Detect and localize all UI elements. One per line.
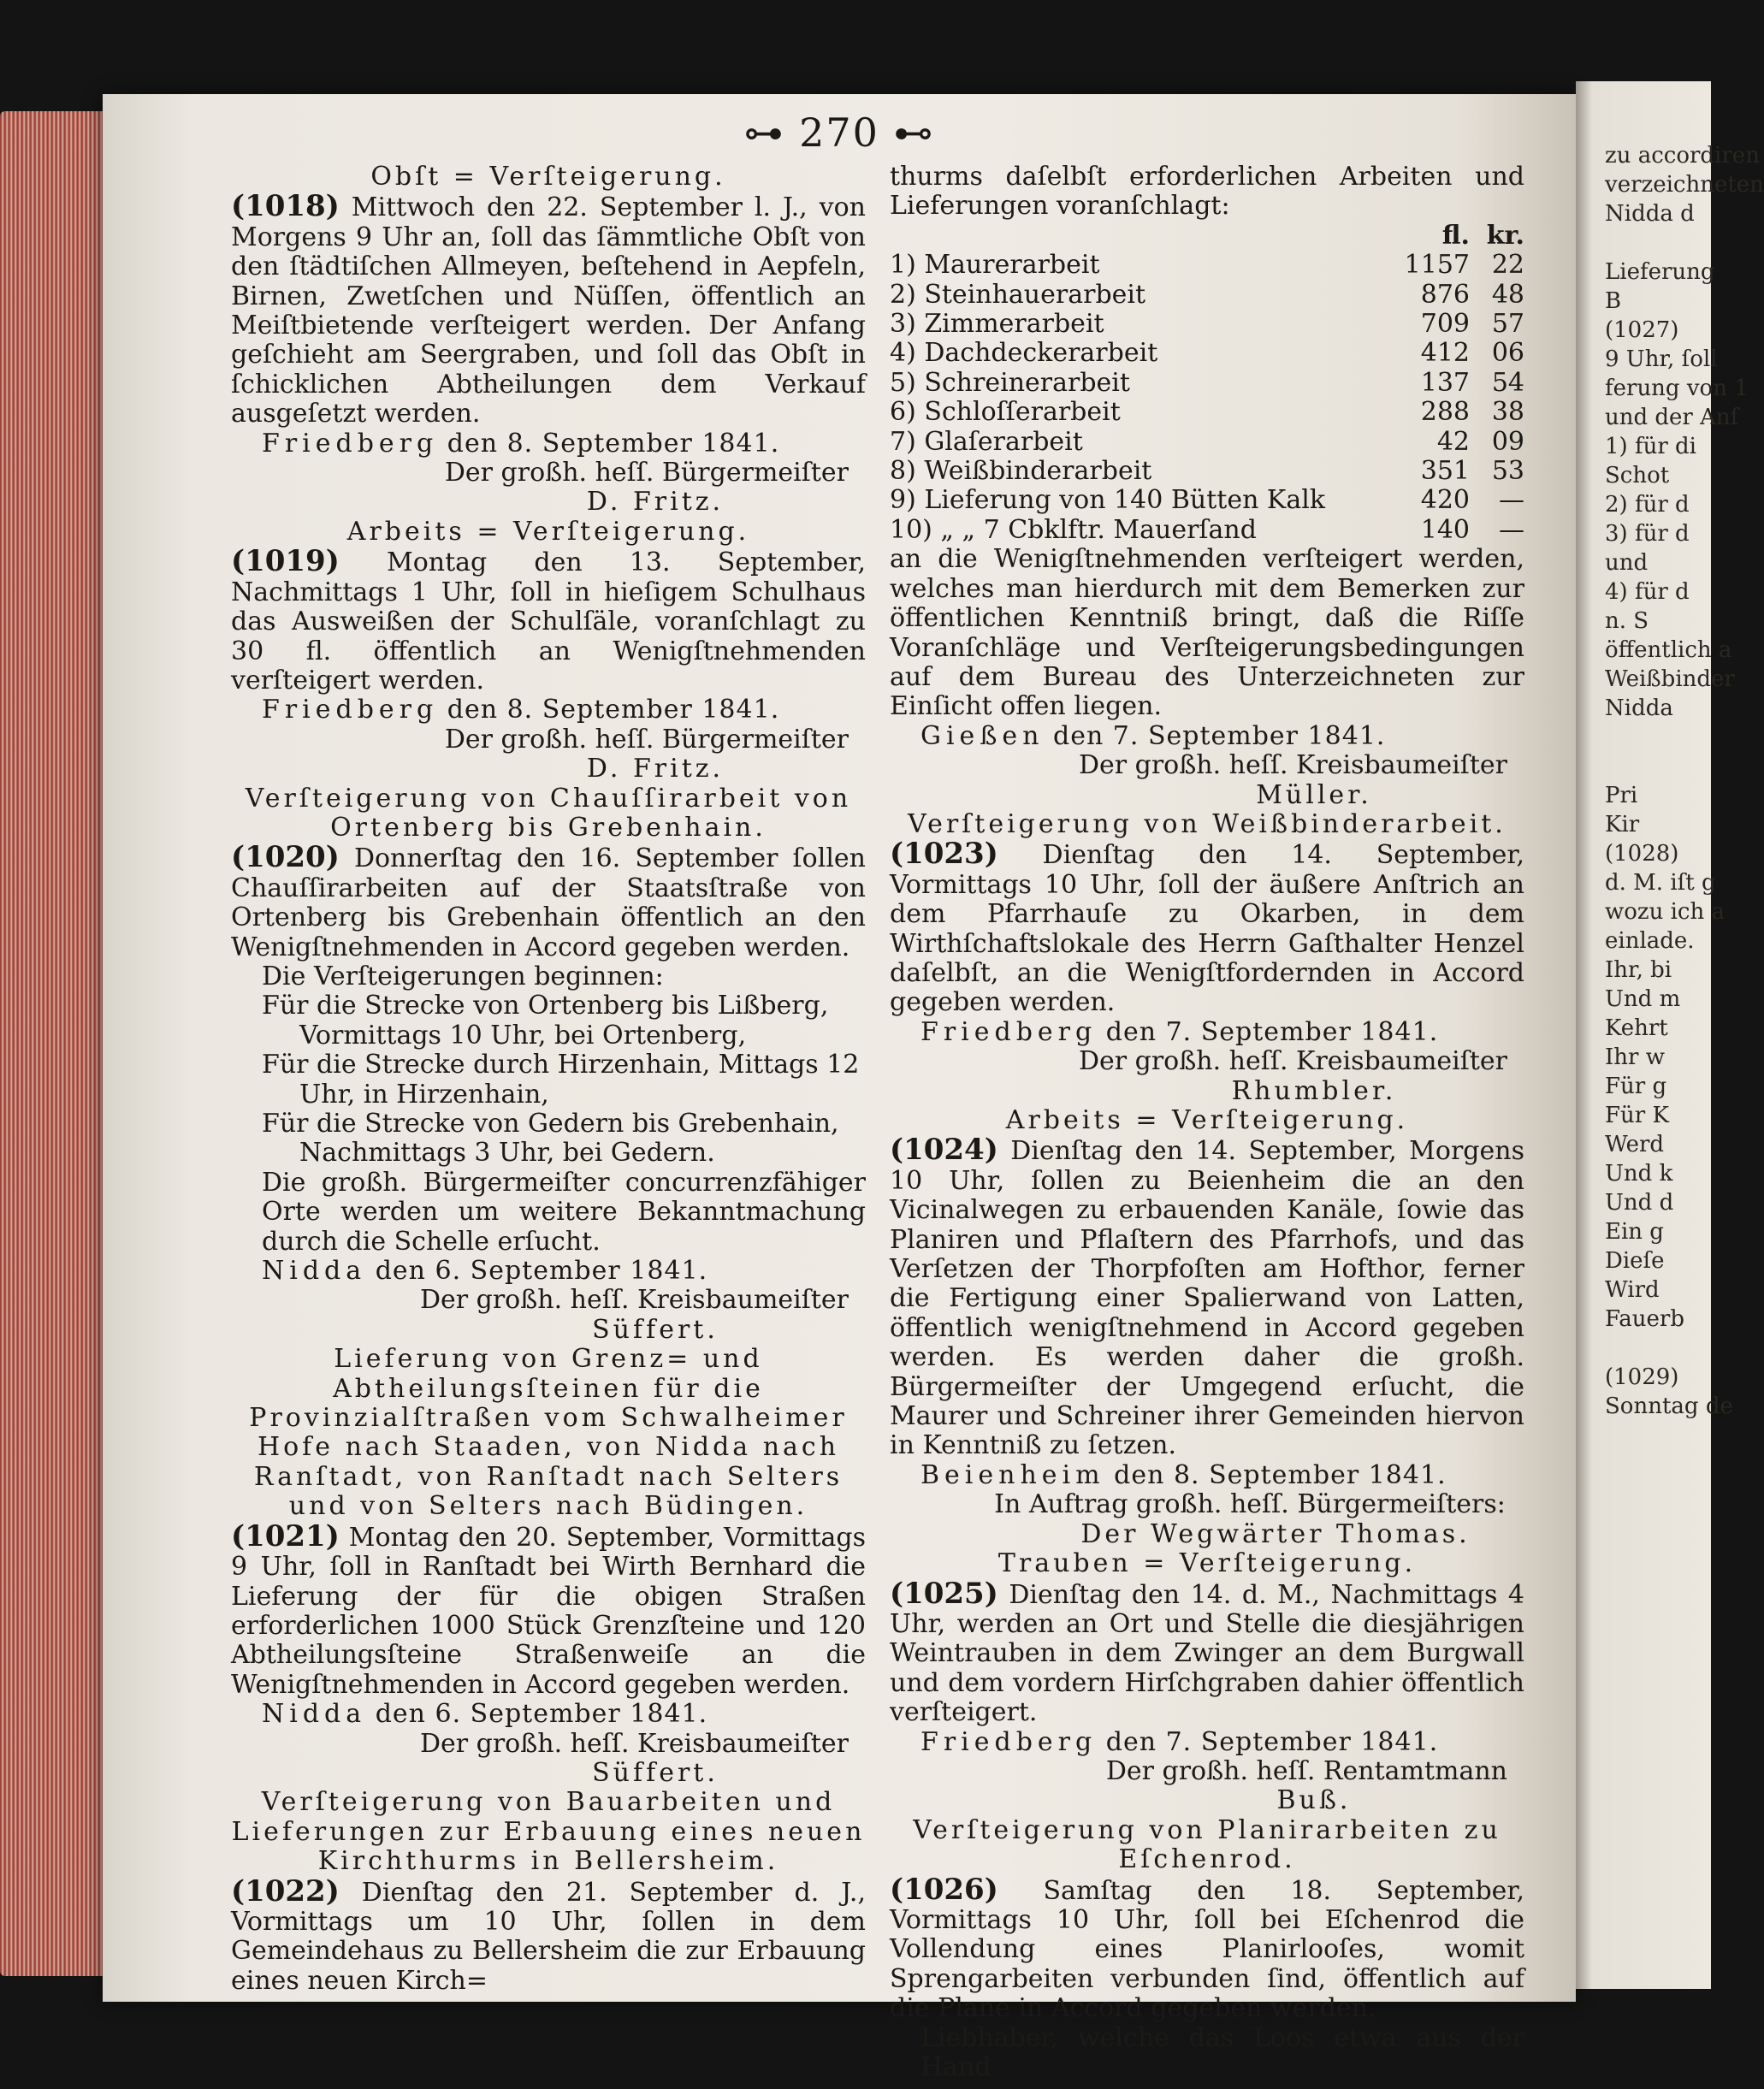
cost-row (890, 369, 1524, 398)
date-line (231, 429, 866, 459)
cost-kr: 06 (1491, 338, 1524, 369)
adjacent-page-line: wozu ich a (1605, 899, 1726, 925)
currency-florin: fl. (1441, 220, 1470, 251)
adjacent-page-line: 3) für d (1605, 521, 1690, 547)
cost-label: 10) „ „ 7 Cbklftr. Mauerſand (890, 514, 1257, 545)
notice-1019 (231, 544, 866, 695)
adjacent-page-line: Und d (1605, 1190, 1674, 1216)
section-heading: Verſteigerung von Chauſſirarbeit von Ortenberg bis Grebenhain. (245, 783, 852, 843)
section-heading: Arbeits = Verſteigerung. (1005, 1105, 1409, 1135)
entry-number: (1020) (231, 840, 340, 875)
cost-kr: 57 (1491, 309, 1524, 340)
signature-name: D. Fritz. (586, 487, 725, 518)
cost-kr: 09 (1491, 426, 1524, 457)
cost-row (890, 251, 1524, 280)
notice-text: Liebhaber, welche das Loos etwa aus der Hand (920, 2022, 1524, 2082)
section-heading: Verſteigerung von Bauarbeiten und Lieferungen zur Erbauung eines neuen Kirchthurms in Bellersheim. (231, 1787, 866, 1877)
adjacent-page-line: Ihr w (1605, 1044, 1665, 1070)
adjacent-page-line: Nidda d (1605, 201, 1695, 227)
date-line (890, 1018, 1524, 1047)
adjacent-page-line: (1029) (1605, 1364, 1679, 1390)
cost-kr: 22 (1491, 250, 1524, 281)
cost-kr: — (1499, 514, 1524, 545)
notice-1022 (231, 1873, 867, 1997)
cost-label: 2) Steinhauerarbeit (890, 279, 1146, 310)
notice-text: Montag den 13. September, Nachmittags 1 Uhr, ſoll in hieſigem Schulhaus das Ausweißen der Schulſäle, voranſchlagt zu 30 fl. öffentlich an Wenigſtnehmenden verſteigert werden. (231, 547, 866, 695)
adjacent-page-line (1605, 752, 1711, 781)
adjacent-page-line: Kehrt (1605, 1015, 1668, 1041)
notice-1023 (890, 839, 1524, 1017)
signature-title: In Auftrag großh. heſſ. Bürgermeiſters: (994, 1489, 1506, 1520)
cost-row (890, 516, 1524, 545)
section-heading: Obſt = Verſteigerung. (370, 162, 726, 192)
cost-fl: 412 (1420, 338, 1470, 369)
adjacent-page-line: (1028) (1605, 841, 1679, 867)
cost-label: 3) Zimmerarbeit (890, 309, 1104, 340)
adjacent-page-line: Für g (1605, 1074, 1667, 1099)
cost-label: 6) Schloſſerarbeit (890, 397, 1121, 428)
date: den 6. September 1841. (375, 1699, 708, 1730)
notice-text: Dienſtag den 14. d. M., Nachmittags 4 Uhr, werden an Ort und Stelle die diesjährigen Weintrauben in dem Zwinger an dem Burgwall und dem vordern Hirſchgraben dahier öffentlich verſteigert. (890, 1579, 1524, 1728)
cost-fl: 137 (1420, 367, 1470, 398)
cost-kr: 48 (1491, 279, 1524, 310)
place-name: Friedberg (920, 1726, 1098, 1757)
section-heading: Trauben = Verſteigerung. (997, 1548, 1417, 1579)
date: den 8. September 1841. (447, 695, 780, 725)
section-heading: Verſteigerung von Weißbinderarbeit. (908, 808, 1507, 839)
adjacent-page-line: 9 Uhr, ſoll (1605, 346, 1718, 372)
right-column (890, 163, 1524, 2082)
entry-number: (1021) (231, 1518, 340, 1553)
signature-name: Süffert. (592, 1314, 719, 1345)
cost-row (890, 281, 1524, 310)
place-name: Beienheim (920, 1459, 1105, 1490)
adjacent-page-line (1605, 723, 1711, 752)
section-heading: Verſteigerung von Planirarbeiten zu Eſchenrod. (913, 1814, 1501, 1875)
entry-number: (1022) (231, 1873, 340, 1909)
adjacent-page-line: Ein g (1605, 1219, 1664, 1245)
adjacent-page-line: einlade. (1605, 928, 1695, 954)
signature-title: Der großh. heſſ. Bürgermeiſter (444, 724, 849, 755)
notice-continuation: thurms daſelbſt erforderlichen Arbeiten und Lieferungen voranſchlagt: (890, 162, 1524, 222)
adjacent-page-line (1605, 1334, 1711, 1363)
adjacent-page-line: 4) für d (1605, 579, 1690, 605)
place-name: Gießen (920, 720, 1045, 751)
cost-fl: 42 (1436, 426, 1470, 457)
adjacent-page-line: Für K (1605, 1103, 1669, 1128)
adjacent-page-line: Weißbinder (1605, 666, 1735, 692)
adjacent-page-line: Dieſe (1605, 1248, 1665, 1274)
adjacent-page-line: Nidda (1605, 695, 1673, 721)
cost-row (890, 486, 1524, 515)
date-line (231, 1700, 866, 1729)
date: den 8. September 1841. (1114, 1459, 1447, 1490)
notice-text: Dienſtag den 14. September, Vormittags 10 Uhr, ſoll der äußere Anſtrich an dem Pfarrhauſe zu Okarben, in dem Wirthſchaftslokale des Herrn Gaſthalter Henzel daſelbſt, an die Wenigſtfordernden in Accord gegeben werden. (890, 840, 1524, 1018)
cost-fl: 140 (1420, 514, 1470, 545)
adjacent-page-line: verzeichneten (1605, 172, 1764, 198)
entry-number: (1019) (231, 544, 340, 579)
adjacent-page-line: öffentlich a (1605, 637, 1732, 663)
entry-number: (1018) (231, 189, 340, 224)
date-line (890, 722, 1524, 751)
entry-number: (1025) (890, 1576, 998, 1611)
page-number (103, 109, 1576, 156)
notice-1024 (890, 1135, 1524, 1460)
cost-label: 4) Dachdeckerarbeit (890, 338, 1158, 369)
adjacent-page-line: (1027) (1605, 317, 1679, 343)
adjacent-page-line: Schot (1605, 463, 1670, 488)
adjacent-page-line: B (1605, 288, 1622, 314)
cost-label: 7) Glaſerarbeit (890, 426, 1083, 457)
cost-fl: 288 (1420, 397, 1470, 428)
cost-label: 9) Lieferung von 140 Bütten Kalk (890, 485, 1326, 516)
place-name: Nidda (262, 1699, 367, 1730)
date-line (890, 1461, 1524, 1490)
adjacent-page-line: und der Anſ (1605, 405, 1739, 430)
notice-1020 (231, 840, 866, 962)
adjacent-page-line (1605, 228, 1711, 257)
notice-text: Dienſtag den 14. September, Morgens 10 Uhr, ſollen zu Beienheim die an den Vicinalwegen zu erbauenden Kanäle, ſowie das Planiren und Pflaſtern des Pfarrhofs, und das Verſetzen der Thorpfoſten am Hofthor, ferner die Fertigung einer Spalierwand von Latten, öffentlich wenigſtnehmend in Accord gegeben werden. Es werden daher die großh. Bürgermeiſter der Umgegend erſucht, die Maurer und Schreiner ihrer Gemeinden hiervon in Kenntniß zu ſetzen. (890, 1136, 1524, 1461)
adjacent-page-line: Und k (1605, 1161, 1673, 1187)
cost-row (890, 428, 1524, 457)
cost-label: 5) Schreinerarbeit (890, 367, 1130, 398)
date: den 8. September 1841. (447, 428, 780, 459)
adjacent-page-line: ferung von 1 (1605, 376, 1749, 401)
notice-text: Mittwoch den 22. September l. J., von Morgens 9 Uhr an, ſoll das ſämmtliche Obſt von den ſtädtiſchen Allmeyen, beſtehend in Aepfeln, Birnen, Zwetſchen und Nüſſen, öffentlich an Meiſtbietende verſteigert werden. Der Anfang geſchieht am Seergraben, und ſoll das Obſt in ſchicklichen Abtheilungen dem Verkauf ausgeſetzt werden. (231, 192, 866, 429)
ornament-left-icon: ⊶ (743, 109, 785, 156)
adjacent-page-line: 1) für di (1605, 434, 1696, 459)
signature-title: Der großh. heſſ. Kreisbaumeiſter (1078, 750, 1507, 781)
signature-name: Müller. (1256, 779, 1372, 810)
place-name: Friedberg (262, 428, 439, 459)
cost-fl: 709 (1420, 309, 1470, 340)
adjacent-page-line: Kir (1605, 812, 1640, 837)
book-page-edges (0, 111, 103, 1976)
entry-number: (1024) (890, 1133, 998, 1168)
cost-row (890, 398, 1524, 427)
date: den 7. September 1841. (1052, 720, 1386, 751)
notice-1021 (231, 1518, 866, 1700)
notice-text: Samſtag den 18. September, Vormittags 10 Uhr, ſoll bei Eſchenrod die Vollendung eines Planirlooſes, womit Sprengarbeiten verbunden ſind, öffentlich auf die Plane in Accord gegeben werden. (890, 1875, 1524, 2024)
notice-1025 (890, 1576, 1524, 1728)
cost-fl: 351 (1420, 456, 1470, 487)
cost-row (890, 457, 1524, 486)
date: den 7. September 1841. (1105, 1016, 1439, 1047)
date-line (231, 1257, 866, 1286)
notice-text: Donnerſtag den 16. September ſollen Chauſſirarbeiten auf der Staatsſtraße von Ortenberg bis Grebenhain öffentlich an den Wenigſtnehmenden in Accord gegeben werden. (231, 843, 866, 962)
notice-text: Die großh. Bürgermeiſter concurrenzfähiger Orte werden um weitere Bekanntmachung durch die Schelle erſucht. (262, 1167, 866, 1257)
notice-subintro: Die Verſteigerungen beginnen: (262, 961, 664, 991)
date: den 7. September 1841. (1105, 1726, 1439, 1757)
left-column (231, 163, 866, 1996)
cost-table (890, 251, 1524, 545)
cost-fl: 876 (1420, 279, 1470, 310)
adjacent-page-line: und (1605, 550, 1649, 576)
adjacent-page-line: Fauerb (1605, 1306, 1684, 1332)
cost-kr: 38 (1491, 397, 1524, 428)
signature-name: D. Fritz. (586, 754, 725, 784)
date-line (890, 1728, 1524, 1757)
adjacent-page-line: Und m (1605, 986, 1681, 1012)
signature-name: Rhumbler. (1231, 1075, 1397, 1106)
signature-title: Der großh. heſſ. Bürgermeiſter (444, 458, 849, 488)
adjacent-page-line: d. M. iſt g (1605, 870, 1716, 896)
notice-text: Dienſtag den 21. September d. J., Vormittags um 10 Uhr, ſollen in dem Gemeindehaus zu Bellersheim die zur Erbauung eines neuen Kirch= (231, 1877, 867, 1996)
adjacent-page-line: Pri (1605, 783, 1638, 808)
adjacent-page-line: Werd (1605, 1132, 1665, 1157)
place-name: Nidda (262, 1256, 367, 1287)
notice-text: an die Wenigſtnehmenden verſteigert werden, welches man hierdurch mit dem Bemerken zur öffentlichen Kenntniß bringt, daß die Riſſe Voranſchläge und Verſteigerungsbedingungen auf dem Bureau des Unterzeichneten zur Einſicht offen liegen. (890, 544, 1524, 722)
adjacent-page-line: Lieferung (1605, 259, 1715, 285)
notice-text: Montag den 20. September, Vormittags 9 Uhr, ſoll in Ranſtadt bei Wirth Bernhard die Lieferung der für die obigen Straßen erforderlichen 1000 Stück Grenzſteine und 120 Abtheilungsſteine Straßenweiſe an die Wenigſtnehmenden in Accord gegeben werden. (231, 1522, 866, 1700)
adjacent-page-line: Ihr, bi (1605, 957, 1672, 983)
signature-title: Der großh. heſſ. Kreisbaumeiſter (419, 1728, 849, 1759)
notice-1026 (890, 1872, 1524, 2024)
signature-title: Der großh. heſſ. Rentamtmann (1105, 1755, 1507, 1786)
schedule-item: Für die Strecke von Ortenberg bis Lißberg, Vormittags 10 Uhr, bei Ortenberg, (262, 991, 829, 1050)
signature-name: Buß. (1276, 1785, 1352, 1816)
entry-number: (1023) (890, 837, 998, 872)
adjacent-page-line: zu accordiren (1605, 143, 1760, 169)
cost-kr: 53 (1491, 456, 1524, 487)
ornament-right-icon: ⊷ (893, 109, 935, 156)
cost-fl: 420 (1420, 485, 1470, 516)
signature-name: Der Wegwärter Thomas. (1080, 1518, 1471, 1549)
cost-row (890, 339, 1524, 368)
date: den 6. September 1841. (375, 1256, 708, 1287)
page-number-value: 270 (799, 109, 879, 156)
cost-label: 1) Maurerarbeit (890, 250, 1100, 281)
date-line (231, 695, 866, 725)
adjacent-page-line: Wird (1605, 1277, 1660, 1303)
adjacent-page-line: Sonntag de (1605, 1394, 1733, 1419)
cost-table-header (890, 222, 1524, 251)
cost-kr: — (1499, 485, 1524, 516)
place-name: Friedberg (262, 695, 439, 725)
adjacent-page-line: n. S (1605, 608, 1649, 634)
place-name: Friedberg (920, 1016, 1098, 1047)
cost-label: 8) Weißbinderarbeit (890, 456, 1152, 487)
section-heading: Lieferung von Grenz= und Abtheilungsſteinen für die Provinzialſtraßen vom Schwalheimer Hofe nach Staaden, von Nidda nach Ranſtadt, von Ranſtadt nach Selters und von Selters nach Büdingen. (249, 1344, 848, 1522)
notice-1018 (231, 189, 866, 429)
schedule-item: Für die Strecke durch Hirzenhain, Mittags 12 Uhr, in Hirzenhain, (262, 1050, 860, 1110)
currency-kreuzer: kr. (1486, 220, 1524, 251)
entry-number: (1026) (890, 1872, 998, 1907)
section-heading: Arbeits = Verſteigerung. (346, 516, 750, 547)
cost-kr: 54 (1491, 367, 1524, 398)
cost-fl: 1157 (1404, 250, 1470, 281)
signature-name: Süffert. (592, 1757, 719, 1788)
schedule-item: Für die Strecke von Gedern bis Grebenhain, Nachmittags 3 Uhr, bei Gedern. (262, 1109, 839, 1169)
adjacent-page-fragment (1576, 81, 1764, 1989)
signature-title: Der großh. heſſ. Kreisbaumeiſter (1078, 1046, 1507, 1077)
cost-row (890, 310, 1524, 339)
signature-title: Der großh. heſſ. Kreisbaumeiſter (419, 1285, 849, 1316)
adjacent-page-line: 2) für d (1605, 492, 1690, 518)
